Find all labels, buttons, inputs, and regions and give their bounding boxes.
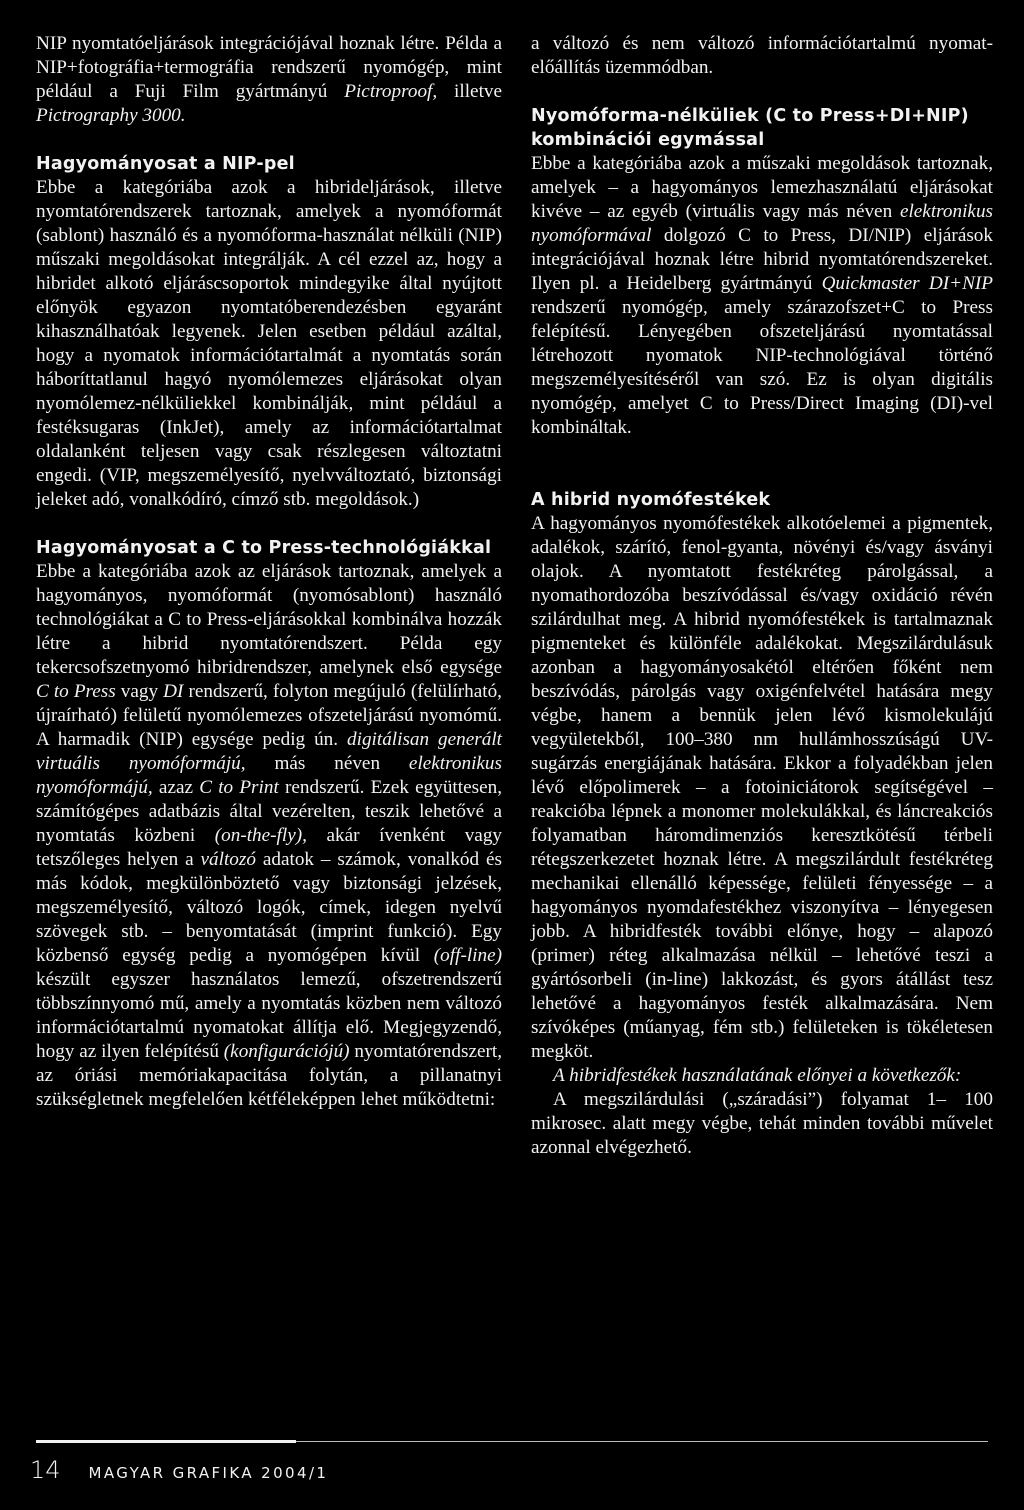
left-column — [36, 32, 502, 1112]
section-paragraph-combinations: Ebbe a kategóriába azok a műszaki megoldások tartoznak, amelyek – a hagyományos lemezhasználatú eljárásokat kivéve – az egyéb (virtuális vagy más néven elektronikus nyomóformával dolgozó C to Press, DI/NIP) eljárások integrációjával hoznak létre hibrid nyomtatórendszereket. Ilyen pl. a Heidelberg gyártmányú Quickmaster DI+NIP rendszerű nyomógép, amely szárazofszet+C to Press felépítésű. Lényegében ofszeteljárású nyomtatással létrehozott nyomatok NIP-technológiával történő megszemélyesítéséről van szó. Ez is olyan digitális nyomógép, amelyet C to Press/Direct Imaging (DI)-vel kombináltak. — [531, 153, 993, 438]
section-paragraph-nip: Ebbe a kategóriába azok a hibrideljárások, illetve nyomtatórendszerek tartoznak, amelyek a nyomóformát (sablont) használó és a nyomóforma-használat nélküli (NIP) műszaki megoldásokat integrálják. A cél ezzel az, hogy a hibridet alkotó eljáráscsoportok mindegyike által nyújtott előnyök egyazon nyomtatóberendezésben egyaránt kihasználhatóak legyenek. Jelen esetben például azáltal, hogy a nyomatok információtartalmát a nyomtatás során háboríttatlanul hagyó nyomólemezes eljárásokat olyan nyomólemez-nélküliekkel kombinálják, mint például a festéksugaras (InkJet), amely az információtartalmat oldalanként teljesen vagy csak részlegesen változtatni engedi. (VIP, megszemélyesítő, nyelvváltoztató, biztonsági jeleket adó, vonalkódíró, címző stb. megoldások.) — [36, 177, 502, 510]
footer-rule-accent — [36, 1440, 296, 1443]
advantages-intro: A hibridfestékek használatának előnyei a következők: — [553, 1065, 962, 1086]
section-heading-hybrid-inks: A hibrid nyomófestékek — [531, 490, 771, 510]
continued-paragraph: a változó és nem változó információtartalmú nyomat-előállítás üzemmódban. — [531, 33, 993, 78]
right-column — [531, 32, 993, 1160]
page-footer — [30, 1456, 328, 1484]
section-heading-combinations: Nyomóforma-nélküliek (C to Press+DI+NIP) kombinációi egymással — [531, 106, 969, 150]
section-paragraph-c-to-press: Ebbe a kategóriába azok az eljárások tartoznak, amelyek a hagyományos, nyomóformát (nyomósablont) használó technológiákat a C to Press-eljárásokkal kombinálva hozzák létre a hibrid nyomtatórendszert. Példa egy tekercsofszetnyomó hibridrendszer, amelynek első egysége C to Press vagy DI rendszerű, folyton megújuló (felülírható, újraírható) felületű nyomólemezes ofszeteljárású nyomómű. A harmadik (NIP) egysége pedig ún. digitálisan generált virtuális nyomóformájú, más néven elektronikus nyomóformájú, azaz C to Print rendszerű. Ezek együttesen, számítógépes adatbázis által vezérelten, teszik lehetővé a nyomtatás közbeni (on-the-fly), akár ívenként vagy tetszőleges helyen a változó adatok – számok, vonalkód és más kódok, megkülönböztető vagy biztonsági jelzések, megszemélyesítő, változó logók, címek, idegen nyelvű szövegek stb. – benyomtatását (imprint funkció). Egy közbenső egység pedig a nyomógépen kívül (off-line) készült egyszer használatos lemezű, ofszetrendszerű többszínnyomó mű, amely a nyomtatás közben nem változó információtartalmú nyomatokat állítja elő. Megjegyzendő, hogy az ilyen felépítésű (konfigurációjú) nyomtatórendszert, az óriási memóriakapacitása folytán, a pillanatnyi szükségletnek megfelelően kétféleképpen lehet működtetni: — [36, 561, 503, 1110]
page-number: 14 — [30, 1456, 61, 1484]
section-paragraph-hybrid-inks: A hagyományos nyomófestékek alkotóelemei a pigmentek, adalékok, szárító, fenol-gyanta, növényi és/vagy ásványi olajok. A nyomtatott festékréteg párolgással, a nyomathordozóba beszívódással és/vagy oxidáció révén szilárdulhat meg. A hibrid nyomófestékek is tartalmaznak pigmenteket és különféle adalékokat. Megszilárdulásuk azonban a hagyományosakétól eltérően főként nem beszívódás, párolgás vagy oxigénfelvétel hatására megy végbe, hanem a bennük jelen lévő kismolekulájú vegyületekből, 100–380 nm hullámhosszúságú UV-sugárzás energiájának hatására. Ekkor a folyadékban jelen lévő előpolimerek – a fotoiniciátorok segítségével – reakcióba lépnek a monomer molekulákkal, és láncreakciós folyamatban háromdimenziós keresztkötésű térbeli rétegszerkezetet hoznak létre. A megszilárdult festékréteg mechanikai ellenálló képessége, felületi fényessége – a hagyományos nyomdafestékhez viszonyítva – lényegesen jobb. A hibridfesték további előnye, hogy – alapozó (primer) réteg alkalmazása nélkül – lehetővé teszi a gyártósorbeli (in-line) lakkozást, és gyors átállást tesz lehetővé a hagyományos festék alkalmazására. Nem szívóképes (műanyag, fém stb.) felületeken is tökéletesen megköt. — [531, 513, 993, 1062]
intro-paragraph: NIP nyomtatóeljárások integrációjával hoznak létre. Példa a NIP+fotográfia+termográfia rendszerű nyomógép, mint például a Fuji Film gyártmányú Pictroproof, illetve Pictrography 3000. — [36, 33, 503, 126]
journal-title: MAGYAR GRAFIKA 2004/1 — [88, 1464, 329, 1482]
section-heading-c-to-press: Hagyományosat a C to Press-technológiákkal — [36, 538, 492, 558]
advantages-paragraph: A megszilárdulási („száradási”) folyamat 1– 100 mikrosec. alatt megy végbe, tehát minden további művelet azonnal elvégezhető. — [531, 1089, 993, 1158]
section-heading-nip: Hagyományosat a NIP-pel — [36, 154, 295, 174]
